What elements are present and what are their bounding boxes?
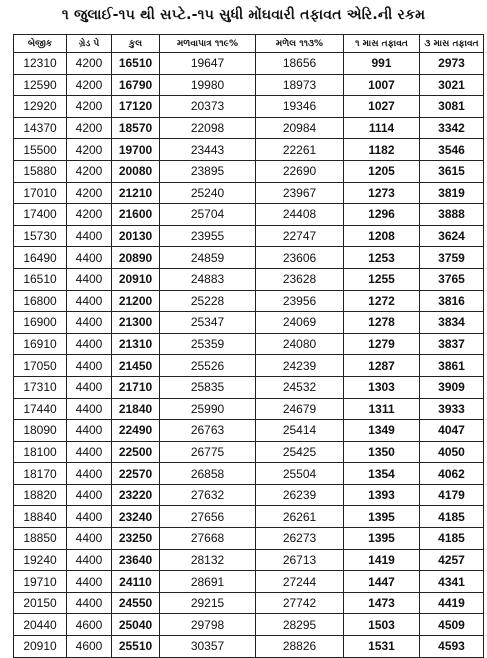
- cell-basic: 16900: [14, 312, 67, 334]
- cell-three-month-diff: 3819: [420, 182, 484, 204]
- cell-received-da: 24069: [256, 312, 344, 334]
- header-eligible-da: મળવાપાત્ર ૧૧૯%: [160, 35, 256, 53]
- cell-three-month-diff: 3861: [420, 355, 484, 377]
- cell-basic: 12590: [14, 74, 67, 96]
- cell-one-month-diff: 1303: [344, 376, 420, 398]
- header-one-month-diff: ૧ માસ તફાવત: [344, 35, 420, 53]
- cell-received-da: 23606: [256, 247, 344, 269]
- cell-total: 21200: [112, 290, 160, 312]
- cell-basic: 19240: [14, 549, 67, 571]
- cell-three-month-diff: 3759: [420, 247, 484, 269]
- cell-three-month-diff: 4257: [420, 549, 484, 571]
- table-row: [14, 225, 484, 247]
- cell-eligible-da: 25359: [160, 333, 256, 355]
- cell-eligible-da: 29215: [160, 592, 256, 614]
- cell-total: 23640: [112, 549, 160, 571]
- cell-basic: 12310: [14, 53, 67, 75]
- cell-total: 16790: [112, 74, 160, 96]
- cell-one-month-diff: 1419: [344, 549, 420, 571]
- table-row: [14, 463, 484, 485]
- cell-grade-pay: 4400: [67, 290, 112, 312]
- cell-received-da: 23967: [256, 182, 344, 204]
- cell-grade-pay: 4200: [67, 53, 112, 75]
- table-row: [14, 592, 484, 614]
- table-row: [14, 247, 484, 269]
- cell-one-month-diff: 1182: [344, 139, 420, 161]
- cell-eligible-da: 25526: [160, 355, 256, 377]
- cell-received-da: 19346: [256, 96, 344, 118]
- cell-eligible-da: 26763: [160, 420, 256, 442]
- cell-total: 20910: [112, 268, 160, 290]
- cell-three-month-diff: 3816: [420, 290, 484, 312]
- cell-grade-pay: 4400: [67, 268, 112, 290]
- cell-grade-pay: 4400: [67, 506, 112, 528]
- cell-received-da: 25425: [256, 441, 344, 463]
- cell-one-month-diff: 1027: [344, 96, 420, 118]
- cell-basic: 17440: [14, 398, 67, 420]
- table-row: [14, 182, 484, 204]
- cell-grade-pay: 4400: [67, 420, 112, 442]
- table-row: [14, 96, 484, 118]
- table-row: [14, 376, 484, 398]
- cell-three-month-diff: 4419: [420, 592, 484, 614]
- cell-grade-pay: 4400: [67, 528, 112, 550]
- cell-total: 22570: [112, 463, 160, 485]
- cell-received-da: 26261: [256, 506, 344, 528]
- cell-total: 25040: [112, 614, 160, 636]
- cell-total: 22500: [112, 441, 160, 463]
- cell-eligible-da: 30357: [160, 636, 256, 658]
- cell-eligible-da: 25704: [160, 204, 256, 226]
- cell-basic: 14370: [14, 117, 67, 139]
- cell-basic: 17010: [14, 182, 67, 204]
- cell-grade-pay: 4600: [67, 614, 112, 636]
- cell-received-da: 18973: [256, 74, 344, 96]
- cell-eligible-da: 29798: [160, 614, 256, 636]
- cell-eligible-da: 25240: [160, 182, 256, 204]
- cell-basic: 18820: [14, 484, 67, 506]
- cell-received-da: 18656: [256, 53, 344, 75]
- cell-one-month-diff: 1311: [344, 398, 420, 420]
- cell-one-month-diff: 1272: [344, 290, 420, 312]
- header-received-da: મળેલ ૧૧૩%: [256, 35, 344, 53]
- cell-basic: 16800: [14, 290, 67, 312]
- cell-eligible-da: 19647: [160, 53, 256, 75]
- table-row: [14, 484, 484, 506]
- cell-eligible-da: 25228: [160, 290, 256, 312]
- table-row: [14, 528, 484, 550]
- cell-one-month-diff: 1349: [344, 420, 420, 442]
- cell-total: 23240: [112, 506, 160, 528]
- cell-grade-pay: 4400: [67, 463, 112, 485]
- cell-one-month-diff: 1395: [344, 528, 420, 550]
- cell-basic: 18090: [14, 420, 67, 442]
- cell-three-month-diff: 3933: [420, 398, 484, 420]
- table-row: [14, 74, 484, 96]
- cell-one-month-diff: 1503: [344, 614, 420, 636]
- cell-three-month-diff: 4509: [420, 614, 484, 636]
- cell-eligible-da: 28691: [160, 571, 256, 593]
- cell-one-month-diff: 1447: [344, 571, 420, 593]
- cell-total: 20890: [112, 247, 160, 269]
- cell-received-da: 24532: [256, 376, 344, 398]
- cell-one-month-diff: 1205: [344, 160, 420, 182]
- cell-one-month-diff: 1395: [344, 506, 420, 528]
- cell-total: 17120: [112, 96, 160, 118]
- cell-received-da: 24080: [256, 333, 344, 355]
- table-row: [14, 549, 484, 571]
- cell-eligible-da: 22098: [160, 117, 256, 139]
- cell-received-da: 23956: [256, 290, 344, 312]
- cell-three-month-diff: 4047: [420, 420, 484, 442]
- cell-received-da: 25504: [256, 463, 344, 485]
- cell-total: 21840: [112, 398, 160, 420]
- cell-three-month-diff: 4185: [420, 528, 484, 550]
- cell-one-month-diff: 1279: [344, 333, 420, 355]
- cell-grade-pay: 4400: [67, 312, 112, 334]
- cell-grade-pay: 4400: [67, 571, 112, 593]
- cell-three-month-diff: 3909: [420, 376, 484, 398]
- cell-three-month-diff: 4050: [420, 441, 484, 463]
- cell-total: 21600: [112, 204, 160, 226]
- cell-one-month-diff: 1255: [344, 268, 420, 290]
- cell-basic: 15500: [14, 139, 67, 161]
- cell-total: 24550: [112, 592, 160, 614]
- table-row: [14, 614, 484, 636]
- cell-grade-pay: 4400: [67, 592, 112, 614]
- cell-received-da: 28826: [256, 636, 344, 658]
- cell-received-da: 26273: [256, 528, 344, 550]
- cell-received-da: 27244: [256, 571, 344, 593]
- cell-basic: 16510: [14, 268, 67, 290]
- cell-received-da: 26713: [256, 549, 344, 571]
- cell-three-month-diff: 4341: [420, 571, 484, 593]
- cell-eligible-da: 24859: [160, 247, 256, 269]
- cell-received-da: 23628: [256, 268, 344, 290]
- cell-grade-pay: 4600: [67, 636, 112, 658]
- cell-three-month-diff: 4593: [420, 636, 484, 658]
- cell-three-month-diff: 3615: [420, 160, 484, 182]
- cell-total: 16510: [112, 53, 160, 75]
- cell-eligible-da: 25835: [160, 376, 256, 398]
- cell-total: 21310: [112, 333, 160, 355]
- cell-basic: 15730: [14, 225, 67, 247]
- cell-basic: 18170: [14, 463, 67, 485]
- cell-one-month-diff: 1350: [344, 441, 420, 463]
- cell-grade-pay: 4400: [67, 484, 112, 506]
- cell-total: 20080: [112, 160, 160, 182]
- table-row: [14, 160, 484, 182]
- cell-eligible-da: 19980: [160, 74, 256, 96]
- cell-received-da: 26239: [256, 484, 344, 506]
- cell-basic: 12920: [14, 96, 67, 118]
- cell-total: 23250: [112, 528, 160, 550]
- cell-total: 18570: [112, 117, 160, 139]
- table-row: [14, 355, 484, 377]
- cell-one-month-diff: 1208: [344, 225, 420, 247]
- table-row: [14, 333, 484, 355]
- cell-total: 21210: [112, 182, 160, 204]
- cell-received-da: 22690: [256, 160, 344, 182]
- cell-total: 21450: [112, 355, 160, 377]
- cell-grade-pay: 4200: [67, 139, 112, 161]
- cell-grade-pay: 4200: [67, 204, 112, 226]
- header-total: કુલ: [112, 35, 160, 53]
- cell-basic: 15880: [14, 160, 67, 182]
- cell-received-da: 28295: [256, 614, 344, 636]
- cell-eligible-da: 26775: [160, 441, 256, 463]
- cell-three-month-diff: 3888: [420, 204, 484, 226]
- header-three-month-diff: ૩ માસ તફાવત: [420, 35, 484, 53]
- cell-basic: 16910: [14, 333, 67, 355]
- cell-one-month-diff: 1473: [344, 592, 420, 614]
- table-row: [14, 117, 484, 139]
- table-row: [14, 312, 484, 334]
- table-row: [14, 53, 484, 75]
- header-basic: બેજીક: [14, 35, 67, 53]
- cell-one-month-diff: 1296: [344, 204, 420, 226]
- table-row: [14, 204, 484, 226]
- table-header-row: [14, 35, 484, 53]
- cell-total: 24110: [112, 571, 160, 593]
- cell-three-month-diff: 3021: [420, 74, 484, 96]
- cell-one-month-diff: 1273: [344, 182, 420, 204]
- cell-grade-pay: 4200: [67, 160, 112, 182]
- cell-eligible-da: 28132: [160, 549, 256, 571]
- cell-three-month-diff: 3546: [420, 139, 484, 161]
- cell-one-month-diff: 1531: [344, 636, 420, 658]
- cell-eligible-da: 27668: [160, 528, 256, 550]
- cell-received-da: 22747: [256, 225, 344, 247]
- cell-total: 21300: [112, 312, 160, 334]
- cell-grade-pay: 4400: [67, 376, 112, 398]
- cell-grade-pay: 4400: [67, 355, 112, 377]
- cell-grade-pay: 4400: [67, 225, 112, 247]
- cell-received-da: 27742: [256, 592, 344, 614]
- cell-grade-pay: 4400: [67, 398, 112, 420]
- cell-three-month-diff: 4185: [420, 506, 484, 528]
- cell-total: 20130: [112, 225, 160, 247]
- cell-eligible-da: 25990: [160, 398, 256, 420]
- table-row: [14, 636, 484, 658]
- cell-eligible-da: 27632: [160, 484, 256, 506]
- cell-three-month-diff: 3837: [420, 333, 484, 355]
- table-row: [14, 571, 484, 593]
- cell-one-month-diff: 1253: [344, 247, 420, 269]
- cell-total: 22490: [112, 420, 160, 442]
- cell-eligible-da: 27656: [160, 506, 256, 528]
- cell-one-month-diff: 991: [344, 53, 420, 75]
- table-row: [14, 139, 484, 161]
- cell-basic: 20910: [14, 636, 67, 658]
- cell-eligible-da: 23443: [160, 139, 256, 161]
- cell-grade-pay: 4200: [67, 96, 112, 118]
- cell-eligible-da: 25347: [160, 312, 256, 334]
- cell-one-month-diff: 1354: [344, 463, 420, 485]
- cell-received-da: 24408: [256, 204, 344, 226]
- cell-eligible-da: 23895: [160, 160, 256, 182]
- cell-basic: 18100: [14, 441, 67, 463]
- cell-eligible-da: 23955: [160, 225, 256, 247]
- cell-grade-pay: 4200: [67, 182, 112, 204]
- cell-total: 23220: [112, 484, 160, 506]
- cell-grade-pay: 4400: [67, 549, 112, 571]
- cell-basic: 20150: [14, 592, 67, 614]
- cell-one-month-diff: 1287: [344, 355, 420, 377]
- cell-one-month-diff: 1278: [344, 312, 420, 334]
- cell-one-month-diff: 1393: [344, 484, 420, 506]
- cell-basic: 17310: [14, 376, 67, 398]
- cell-three-month-diff: 3765: [420, 268, 484, 290]
- cell-three-month-diff: 4062: [420, 463, 484, 485]
- table-row: [14, 420, 484, 442]
- cell-basic: 18850: [14, 528, 67, 550]
- cell-three-month-diff: 4179: [420, 484, 484, 506]
- cell-one-month-diff: 1114: [344, 117, 420, 139]
- cell-one-month-diff: 1007: [344, 74, 420, 96]
- cell-grade-pay: 4200: [67, 117, 112, 139]
- cell-basic: 18840: [14, 506, 67, 528]
- document-title: ૧ જુલાઈ-૧૫ થી સપ્ટે.-૧૫ સુધી મોંઘવારી તફાવત એરિ.ની રકમ: [61, 7, 426, 23]
- table-row: [14, 506, 484, 528]
- header-grade-pay: ગ્રેડ પે: [67, 35, 112, 53]
- cell-grade-pay: 4400: [67, 441, 112, 463]
- cell-eligible-da: 24883: [160, 268, 256, 290]
- cell-grade-pay: 4400: [67, 247, 112, 269]
- cell-eligible-da: 26858: [160, 463, 256, 485]
- cell-grade-pay: 4200: [67, 74, 112, 96]
- cell-three-month-diff: 3624: [420, 225, 484, 247]
- cell-total: 19700: [112, 139, 160, 161]
- cell-basic: 17400: [14, 204, 67, 226]
- table-body: [14, 53, 484, 658]
- cell-total: 21710: [112, 376, 160, 398]
- table-row: [14, 441, 484, 463]
- cell-total: 25510: [112, 636, 160, 658]
- cell-three-month-diff: 2973: [420, 53, 484, 75]
- cell-three-month-diff: 3342: [420, 117, 484, 139]
- cell-basic: 17050: [14, 355, 67, 377]
- table-row: [14, 290, 484, 312]
- cell-basic: 16490: [14, 247, 67, 269]
- cell-eligible-da: 20373: [160, 96, 256, 118]
- da-arrears-table: [13, 34, 484, 658]
- cell-received-da: 24239: [256, 355, 344, 377]
- cell-basic: 19710: [14, 571, 67, 593]
- table-row: [14, 398, 484, 420]
- cell-grade-pay: 4400: [67, 333, 112, 355]
- cell-three-month-diff: 3834: [420, 312, 484, 334]
- cell-received-da: 20984: [256, 117, 344, 139]
- cell-received-da: 25414: [256, 420, 344, 442]
- cell-received-da: 24679: [256, 398, 344, 420]
- cell-basic: 20440: [14, 614, 67, 636]
- cell-three-month-diff: 3081: [420, 96, 484, 118]
- cell-received-da: 22261: [256, 139, 344, 161]
- table-row: [14, 268, 484, 290]
